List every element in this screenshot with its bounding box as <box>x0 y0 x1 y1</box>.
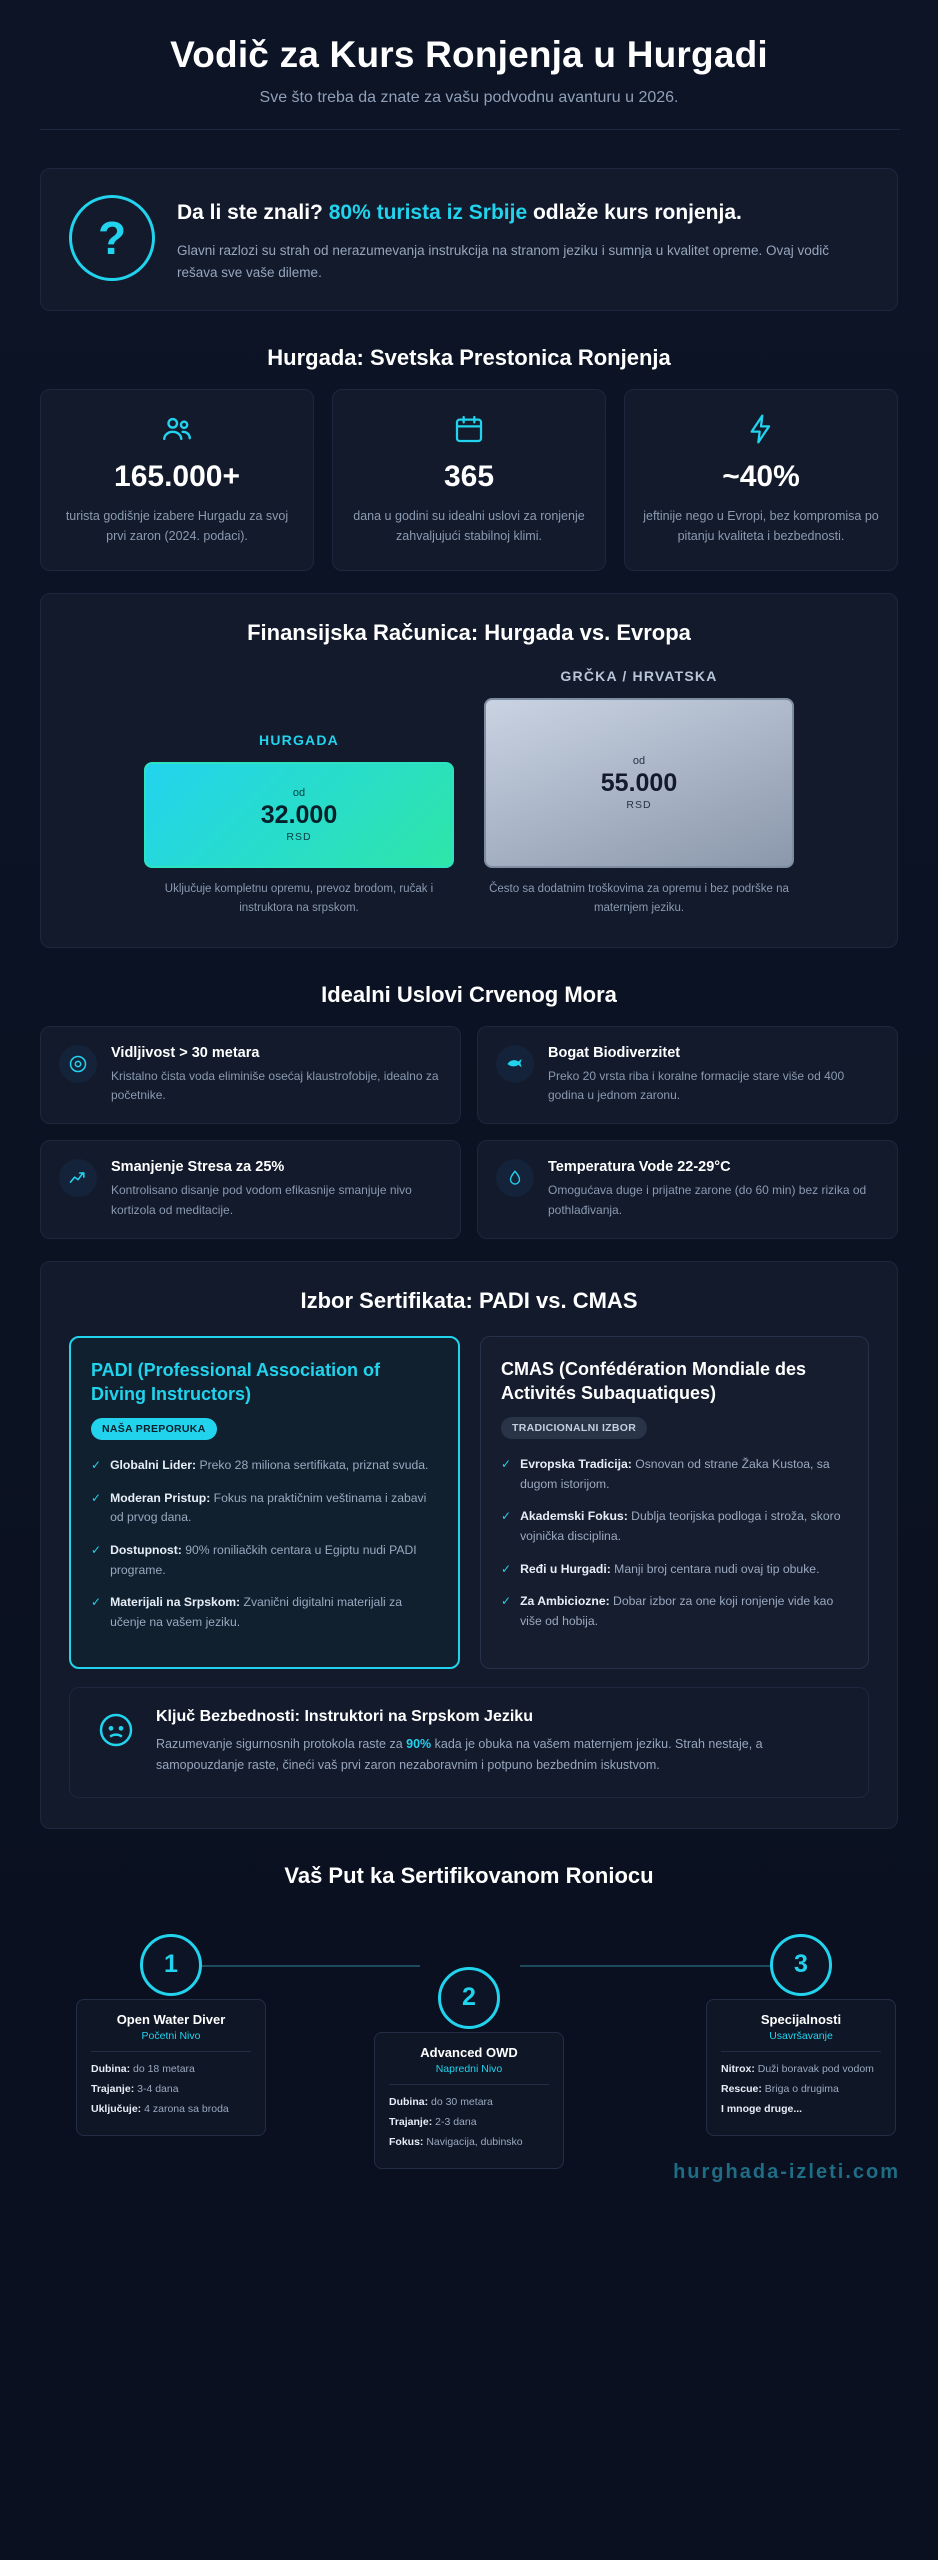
list-item <box>91 1541 438 1580</box>
item-bold: Evropska Tradicija: <box>520 1457 632 1472</box>
stat-card <box>332 389 606 571</box>
dyk-title-highlight: 80% turista iz Srbije <box>328 201 528 225</box>
finance-bar-hurgada <box>144 762 454 868</box>
trend-up-icon <box>59 1159 97 1197</box>
stats-row <box>40 389 898 571</box>
detail-bold: Trajanje: <box>389 2115 433 2128</box>
path-title: Vaš Put ka Sertifikovanom Roniocu <box>284 1862 654 1888</box>
step-detail <box>721 2061 881 2077</box>
finance-currency: RSD <box>626 799 652 812</box>
check-icon: ✓ <box>501 1509 512 1524</box>
path-connector <box>170 1965 420 1967</box>
item-text: Preko 28 miliona sertifikata, priznat svuda. <box>196 1458 429 1473</box>
water-drop-icon <box>496 1159 534 1197</box>
page-title: Vodič za Kurs Ronjenja u Hurgadi <box>170 34 768 75</box>
padi-title: PADI (Professional Association of Diving Instructors) <box>91 1359 381 1405</box>
item-text: Osnovan od strane Žaka Kustoa, sa dugom istorijom. <box>520 1457 830 1491</box>
detail-bold: Rescue: <box>721 2082 762 2095</box>
safety-text <box>156 1734 844 1777</box>
step-box-1 <box>76 1999 266 2137</box>
condition-desc: Kristalno čista voda eliminiše osećaj klaustrofobije, idealno za početnike. <box>111 1069 439 1103</box>
certificates-row <box>69 1336 869 1669</box>
page-header <box>0 0 938 148</box>
condition-card <box>40 1140 461 1238</box>
detail-bold: I mnoge druge... <box>721 2103 803 2116</box>
condition-desc: Kontrolisano disanje pod vodom efikasnije smanjuje nivo kortizola od meditacije. <box>111 1183 412 1217</box>
detail-text: 2-3 dana <box>432 2115 477 2128</box>
stat-description: dana u godini su idealni uslovi za ronjenje zahvaljujući stabilnoj klimi. <box>353 509 585 544</box>
finance-column-europe <box>484 668 794 917</box>
step-detail <box>721 2081 881 2097</box>
detail-bold: Nitrox: <box>721 2062 755 2075</box>
item-text: Fokus na praktičnim veštinama i zabavi od prvog dana. <box>110 1490 427 1525</box>
detail-text: 3-4 dana <box>134 2082 179 2095</box>
stat-value: 365 <box>443 460 495 494</box>
finance-currency: RSD <box>286 831 312 844</box>
check-icon: ✓ <box>501 1457 512 1472</box>
detail-bold: Dubina: <box>389 2095 429 2108</box>
step-box-3 <box>706 1999 896 2137</box>
stat-description: turista godišnje izabere Hurgadu za svoj prvi zaron (2024. podaci). <box>65 509 289 544</box>
certificate-padi <box>69 1336 460 1669</box>
people-icon <box>59 412 295 446</box>
item-text: Zvanični digitalni materijali za učenje na vašem jeziku. <box>110 1595 402 1629</box>
item-bold: Za Ambiciozne: <box>520 1594 610 1609</box>
item-text: Manji broj centara nudi ovaj tip obuke. <box>610 1561 820 1576</box>
step-detail <box>91 2081 251 2097</box>
list-item <box>501 1560 848 1580</box>
check-icon: ✓ <box>501 1561 512 1576</box>
page-subtitle: Sve što treba da znate za vašu podvodnu avanturu u 2026. <box>259 89 679 107</box>
condition-title: Temperatura Vode 22-29°C <box>548 1159 731 1176</box>
divider <box>721 2051 881 2052</box>
detail-text: Duži boravak pod vodom <box>754 2062 874 2075</box>
divider <box>91 2051 251 2052</box>
list-item <box>91 1489 438 1528</box>
step-detail <box>91 2061 251 2077</box>
lightning-icon <box>643 412 879 446</box>
list-item <box>501 1455 848 1494</box>
calendar-icon <box>351 412 587 446</box>
step-circle-3: 3 <box>770 1934 832 1996</box>
footer-brand: hurghada-izleti.com <box>673 2160 900 2183</box>
finance-card <box>40 593 898 948</box>
item-bold: Akademski Fokus: <box>520 1509 628 1524</box>
safety-text-2: kada je obuka na vašem maternjem jeziku. Strah nestaje, a samopouzdanje raste, čineći vaš prvi zaron nezaboravnim i potpuno bezbednim iskustvom. <box>156 1737 763 1773</box>
path-steps <box>40 1907 898 2149</box>
step-level: Usavršavanje <box>769 2029 833 2042</box>
detail-text: do 30 metara <box>428 2095 493 2108</box>
condition-card <box>40 1026 461 1124</box>
step-circle-2: 2 <box>438 1967 500 2029</box>
condition-card <box>477 1026 898 1124</box>
step-level: Napredni Nivo <box>435 2062 503 2075</box>
cmas-title: CMAS (Confédération Mondiale des Activités Subaquatiques) <box>501 1358 807 1404</box>
item-bold: Ređi u Hurgadi: <box>520 1561 611 1576</box>
item-text: Dublja teorijska podloga i stroža, skoro vojnička disciplina. <box>520 1509 841 1543</box>
item-text: Dobar izbor za one koji ronjenje vide kao više od hobija. <box>520 1594 834 1628</box>
header-divider <box>40 129 900 130</box>
check-icon: ✓ <box>91 1458 102 1473</box>
step-detail <box>389 2094 549 2110</box>
safety-text-1: Razumevanje sigurnosnih protokola raste za <box>156 1737 407 1752</box>
detail-bold: Fokus: <box>389 2136 424 2149</box>
condition-desc: Preko 20 vrsta riba i koralne formacije stare više od 400 godina u jednom zaronu. <box>548 1069 845 1103</box>
stat-card <box>624 389 898 571</box>
list-item <box>501 1507 848 1546</box>
step-name: Advanced OWD <box>420 2044 518 2060</box>
step-level: Početni Nivo <box>141 2029 201 2042</box>
condition-desc: Omogućava duge i prijatne zarone (do 60 min) bez rizika od pothlađivanja. <box>548 1183 867 1217</box>
certificates-title: Izbor Sertifikata: PADI vs. CMAS <box>300 1287 638 1313</box>
fish-icon <box>496 1045 534 1083</box>
divider <box>389 2084 549 2085</box>
cmas-badge: TRADICIONALNI IZBOR <box>501 1417 647 1439</box>
stat-value: 165.000+ <box>114 460 240 494</box>
finance-column-hurgada <box>144 732 454 917</box>
stats-section-title: Hurgada: Svetska Prestonica Ronjenja <box>267 345 671 371</box>
item-bold: Moderan Pristup: <box>110 1490 211 1505</box>
detail-text: Navigacija, dubinsko <box>423 2136 523 2149</box>
step-name: Open Water Diver <box>116 2011 226 2027</box>
detail-text: Briga o drugima <box>761 2082 839 2095</box>
detail-text: do 18 metara <box>130 2062 195 2075</box>
finance-od: od <box>292 787 306 800</box>
detail-bold: Dubina: <box>91 2062 131 2075</box>
item-bold: Materijali na Srpskom: <box>110 1595 241 1610</box>
did-you-know-title <box>177 199 869 227</box>
step-detail <box>721 2101 881 2117</box>
list-item <box>501 1592 848 1631</box>
check-icon: ✓ <box>501 1594 512 1609</box>
finance-amount: 32.000 <box>260 801 338 830</box>
step-box-2 <box>374 2032 564 2170</box>
list-item <box>91 1456 438 1476</box>
certificate-cmas <box>480 1336 869 1669</box>
padi-list <box>91 1456 438 1632</box>
finance-bar-europe <box>484 698 794 868</box>
dyk-title-prefix: Da li ste znali? <box>177 201 329 225</box>
item-text: 90% roniliačkih centara u Egiptu nudi PADI programe. <box>110 1542 417 1577</box>
step-detail <box>91 2101 251 2117</box>
list-item <box>91 1593 438 1632</box>
cmas-list <box>501 1455 848 1631</box>
path-connector <box>520 1965 770 1967</box>
check-icon: ✓ <box>91 1595 102 1610</box>
certificates-card <box>40 1261 898 1829</box>
conditions-title: Idealni Uslovi Crvenog Mora <box>321 982 617 1008</box>
safety-card <box>69 1687 869 1798</box>
finance-label: HURGADA <box>259 732 339 749</box>
safety-title: Ključ Bezbednosti: Instruktori na Srpskom Jeziku <box>156 1708 533 1726</box>
stat-description: jeftinije nego u Evropi, bez kompromisa po pitanju kvaliteta i bezbednosti. <box>643 509 879 544</box>
stat-value: ~40% <box>722 460 800 494</box>
eye-icon <box>59 1045 97 1083</box>
step-name: Specijalnosti <box>760 2011 842 2027</box>
condition-card <box>477 1140 898 1238</box>
stat-card <box>40 389 314 571</box>
condition-title: Bogat Biodiverzitet <box>548 1045 681 1062</box>
safety-highlight: 90% <box>406 1737 432 1752</box>
dyk-title-suffix: odlaže kurs ronjenja. <box>527 201 742 225</box>
finance-label: GRČKA / HRVATSKA <box>560 668 718 685</box>
diver-mask-icon <box>94 1708 138 1752</box>
step-circle-1: 1 <box>140 1934 202 1996</box>
finance-amount: 55.000 <box>600 769 678 798</box>
did-you-know-card <box>40 168 898 311</box>
detail-bold: Trajanje: <box>91 2082 135 2095</box>
finance-note: Uključuje kompletnu opremu, prevoz brodom, ručak i instruktora na srpskom. <box>164 883 434 914</box>
item-bold: Dostupnost: <box>110 1542 182 1557</box>
padi-badge: NAŠA PREPORUKA <box>91 1418 217 1440</box>
finance-title: Finansijska Računica: Hurgada vs. Evropa <box>247 620 691 646</box>
question-mark-icon: ? <box>69 195 155 281</box>
detail-bold: Uključuje: <box>91 2103 142 2116</box>
finance-od: od <box>632 755 646 768</box>
item-bold: Globalni Lider: <box>110 1458 197 1473</box>
check-icon: ✓ <box>91 1490 102 1505</box>
check-icon: ✓ <box>91 1542 102 1557</box>
step-detail <box>389 2134 549 2150</box>
condition-title: Smanjenje Stresa za 25% <box>111 1159 285 1176</box>
did-you-know-body: Glavni razlozi su strah od nerazumevanja instrukcija na stranom jeziku i sumnja u kvalitet opreme. Ovaj vodič rešava sve vaše dileme. <box>177 242 830 281</box>
finance-bars <box>69 668 869 917</box>
step-detail <box>389 2114 549 2130</box>
detail-text: 4 zarona sa broda <box>141 2103 229 2116</box>
conditions-grid <box>40 1026 898 1239</box>
condition-title: Vidljivost > 30 metara <box>111 1045 260 1062</box>
finance-note: Često sa dodatnim troškovima za opremu i bez podrške na maternjem jeziku. <box>489 883 789 914</box>
